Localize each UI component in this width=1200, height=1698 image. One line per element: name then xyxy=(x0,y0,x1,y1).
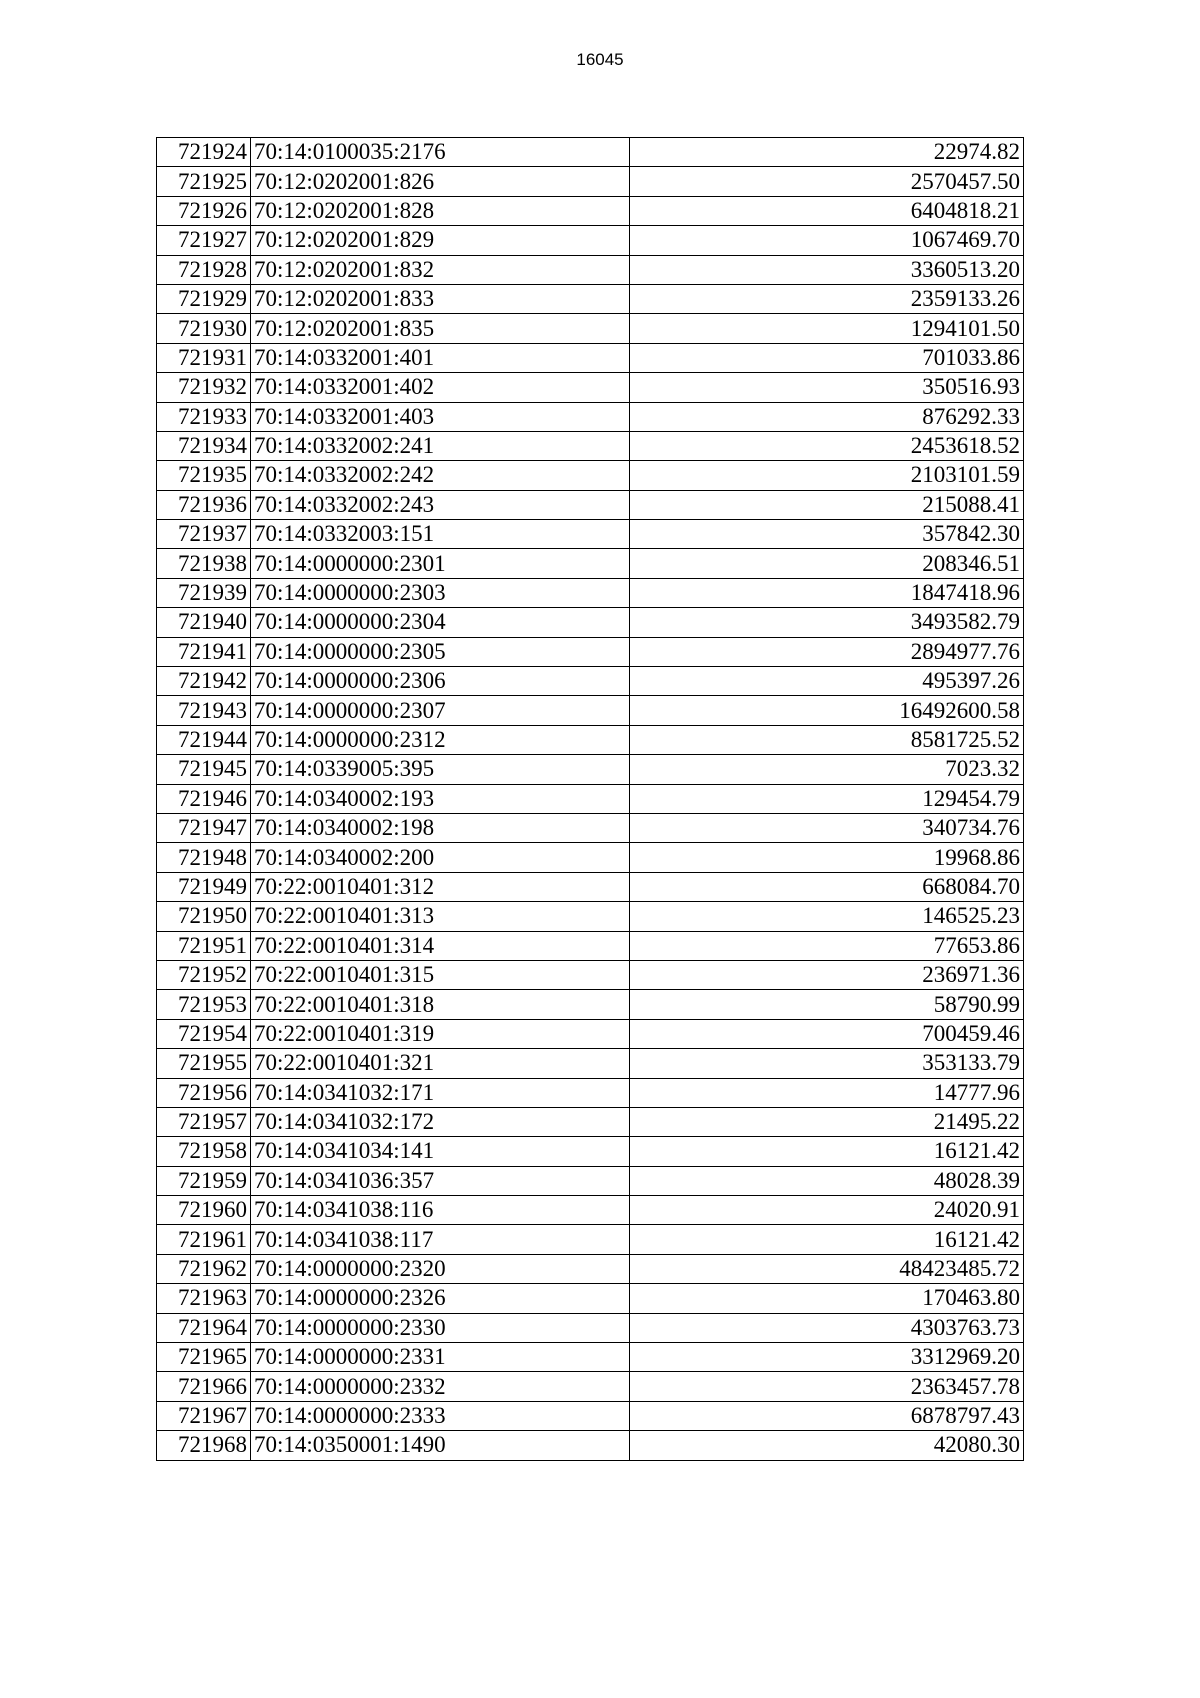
row-number-cell: 721967 xyxy=(157,1401,251,1430)
table-row xyxy=(157,784,1024,813)
table-row xyxy=(157,813,1024,842)
cadastral-value-cell: 2453618.52 xyxy=(630,431,1024,460)
cadastral-number-cell: 70:22:0010401:314 xyxy=(251,931,630,960)
table-row xyxy=(157,343,1024,372)
row-number-cell: 721945 xyxy=(157,755,251,784)
table-row xyxy=(157,549,1024,578)
cadastral-number-cell: 70:14:0000000:2332 xyxy=(251,1372,630,1401)
table-row xyxy=(157,843,1024,872)
cadastral-value-cell: 8581725.52 xyxy=(630,725,1024,754)
table-row xyxy=(157,520,1024,549)
cadastral-value-cell: 2894977.76 xyxy=(630,637,1024,666)
table-body xyxy=(157,138,1024,1461)
cadastral-value-cell: 350516.93 xyxy=(630,373,1024,402)
row-number-cell: 721937 xyxy=(157,520,251,549)
cadastral-value-cell: 42080.30 xyxy=(630,1431,1024,1460)
table-row xyxy=(157,373,1024,402)
table-row xyxy=(157,314,1024,343)
cadastral-value-cell: 6878797.43 xyxy=(630,1401,1024,1430)
cadastral-value-cell: 16121.42 xyxy=(630,1137,1024,1166)
cadastral-number-cell: 70:14:0000000:2305 xyxy=(251,637,630,666)
cadastral-number-cell: 70:14:0332001:403 xyxy=(251,402,630,431)
cadastral-number-cell: 70:14:0341032:171 xyxy=(251,1078,630,1107)
row-number-cell: 721938 xyxy=(157,549,251,578)
cadastral-value-cell: 668084.70 xyxy=(630,872,1024,901)
row-number-cell: 721932 xyxy=(157,373,251,402)
row-number-cell: 721935 xyxy=(157,461,251,490)
table-row xyxy=(157,1343,1024,1372)
table-row xyxy=(157,1313,1024,1342)
cadastral-number-cell: 70:14:0350001:1490 xyxy=(251,1431,630,1460)
cadastral-number-cell: 70:12:0202001:835 xyxy=(251,314,630,343)
table-row xyxy=(157,1107,1024,1136)
cadastral-number-cell: 70:14:0000000:2320 xyxy=(251,1254,630,1283)
table-row xyxy=(157,1166,1024,1195)
table-row xyxy=(157,1284,1024,1313)
row-number-cell: 721952 xyxy=(157,960,251,989)
row-number-cell: 721929 xyxy=(157,284,251,313)
row-number-cell: 721958 xyxy=(157,1137,251,1166)
table-row xyxy=(157,490,1024,519)
cadastral-number-cell: 70:12:0202001:826 xyxy=(251,167,630,196)
table-row xyxy=(157,461,1024,490)
row-number-cell: 721930 xyxy=(157,314,251,343)
cadastral-number-cell: 70:22:0010401:313 xyxy=(251,902,630,931)
cadastral-value-cell: 2359133.26 xyxy=(630,284,1024,313)
cadastral-number-cell: 70:22:0010401:318 xyxy=(251,990,630,1019)
cadastral-value-cell: 2570457.50 xyxy=(630,167,1024,196)
cadastral-value-cell: 3360513.20 xyxy=(630,255,1024,284)
cadastral-number-cell: 70:14:0340002:198 xyxy=(251,813,630,842)
row-number-cell: 721953 xyxy=(157,990,251,1019)
cadastral-number-cell: 70:14:0000000:2304 xyxy=(251,608,630,637)
table-row xyxy=(157,931,1024,960)
cadastral-value-cell: 170463.80 xyxy=(630,1284,1024,1313)
cadastral-value-cell: 4303763.73 xyxy=(630,1313,1024,1342)
cadastral-value-cell: 700459.46 xyxy=(630,1019,1024,1048)
table-row xyxy=(157,667,1024,696)
cadastral-number-cell: 70:14:0000000:2303 xyxy=(251,578,630,607)
cadastral-number-cell: 70:22:0010401:321 xyxy=(251,1049,630,1078)
row-number-cell: 721957 xyxy=(157,1107,251,1136)
table-row xyxy=(157,578,1024,607)
row-number-cell: 721956 xyxy=(157,1078,251,1107)
row-number-cell: 721946 xyxy=(157,784,251,813)
table-row xyxy=(157,1372,1024,1401)
cadastral-value-cell: 215088.41 xyxy=(630,490,1024,519)
cadastral-number-cell: 70:14:0341038:116 xyxy=(251,1196,630,1225)
cadastral-number-cell: 70:14:0000000:2306 xyxy=(251,667,630,696)
cadastral-number-cell: 70:14:0332002:242 xyxy=(251,461,630,490)
cadastral-number-cell: 70:14:0332003:151 xyxy=(251,520,630,549)
table-row xyxy=(157,1078,1024,1107)
cadastral-value-cell: 2363457.78 xyxy=(630,1372,1024,1401)
cadastral-value-cell: 1294101.50 xyxy=(630,314,1024,343)
cadastral-value-cell: 495397.26 xyxy=(630,667,1024,696)
cadastral-value-cell: 77653.86 xyxy=(630,931,1024,960)
row-number-cell: 721964 xyxy=(157,1313,251,1342)
row-number-cell: 721940 xyxy=(157,608,251,637)
row-number-cell: 721950 xyxy=(157,902,251,931)
cadastral-value-cell: 7023.32 xyxy=(630,755,1024,784)
cadastral-value-cell: 1847418.96 xyxy=(630,578,1024,607)
row-number-cell: 721954 xyxy=(157,1019,251,1048)
cadastral-number-cell: 70:14:0000000:2312 xyxy=(251,725,630,754)
cadastral-number-cell: 70:14:0000000:2307 xyxy=(251,696,630,725)
row-number-cell: 721955 xyxy=(157,1049,251,1078)
cadastral-number-cell: 70:14:0341034:141 xyxy=(251,1137,630,1166)
cadastral-number-cell: 70:12:0202001:829 xyxy=(251,226,630,255)
cadastral-number-cell: 70:14:0332002:241 xyxy=(251,431,630,460)
cadastral-value-cell: 48423485.72 xyxy=(630,1254,1024,1283)
row-number-cell: 721926 xyxy=(157,196,251,225)
cadastral-value-cell: 48028.39 xyxy=(630,1166,1024,1195)
row-number-cell: 721939 xyxy=(157,578,251,607)
row-number-cell: 721931 xyxy=(157,343,251,372)
cadastral-value-cell: 58790.99 xyxy=(630,990,1024,1019)
table-row xyxy=(157,696,1024,725)
cadastral-number-cell: 70:14:0341036:357 xyxy=(251,1166,630,1195)
cadastral-value-cell: 129454.79 xyxy=(630,784,1024,813)
cadastral-number-cell: 70:22:0010401:319 xyxy=(251,1019,630,1048)
cadastral-number-cell: 70:14:0000000:2301 xyxy=(251,549,630,578)
table-row xyxy=(157,990,1024,1019)
table-row xyxy=(157,138,1024,167)
table-row xyxy=(157,608,1024,637)
table-row xyxy=(157,637,1024,666)
cadastral-number-cell: 70:14:0000000:2330 xyxy=(251,1313,630,1342)
cadastral-value-table xyxy=(156,137,1024,1461)
cadastral-value-cell: 3312969.20 xyxy=(630,1343,1024,1372)
row-number-cell: 721959 xyxy=(157,1166,251,1195)
cadastral-number-cell: 70:12:0202001:828 xyxy=(251,196,630,225)
table-row xyxy=(157,755,1024,784)
row-number-cell: 721951 xyxy=(157,931,251,960)
page-number: 16045 xyxy=(576,50,624,69)
cadastral-value-cell: 21495.22 xyxy=(630,1107,1024,1136)
table-row xyxy=(157,1019,1024,1048)
cadastral-value-cell: 22974.82 xyxy=(630,138,1024,167)
cadastral-value-cell: 701033.86 xyxy=(630,343,1024,372)
table-row xyxy=(157,402,1024,431)
table-row xyxy=(157,1401,1024,1430)
cadastral-number-cell: 70:14:0000000:2331 xyxy=(251,1343,630,1372)
row-number-cell: 721934 xyxy=(157,431,251,460)
cadastral-number-cell: 70:22:0010401:315 xyxy=(251,960,630,989)
cadastral-value-cell: 146525.23 xyxy=(630,902,1024,931)
table-row xyxy=(157,1254,1024,1283)
row-number-cell: 721968 xyxy=(157,1431,251,1460)
row-number-cell: 721965 xyxy=(157,1343,251,1372)
cadastral-number-cell: 70:12:0202001:833 xyxy=(251,284,630,313)
row-number-cell: 721963 xyxy=(157,1284,251,1313)
cadastral-number-cell: 70:14:0332001:402 xyxy=(251,373,630,402)
row-number-cell: 721928 xyxy=(157,255,251,284)
cadastral-value-cell: 876292.33 xyxy=(630,402,1024,431)
cadastral-number-cell: 70:14:0332002:243 xyxy=(251,490,630,519)
row-number-cell: 721966 xyxy=(157,1372,251,1401)
cadastral-value-cell: 236971.36 xyxy=(630,960,1024,989)
cadastral-number-cell: 70:14:0332001:401 xyxy=(251,343,630,372)
table-row xyxy=(157,226,1024,255)
table-row xyxy=(157,960,1024,989)
table-row xyxy=(157,1049,1024,1078)
cadastral-number-cell: 70:14:0340002:193 xyxy=(251,784,630,813)
table-row xyxy=(157,284,1024,313)
row-number-cell: 721960 xyxy=(157,1196,251,1225)
cadastral-value-cell: 16121.42 xyxy=(630,1225,1024,1254)
cadastral-value-cell: 19968.86 xyxy=(630,843,1024,872)
table-row xyxy=(157,255,1024,284)
table-row xyxy=(157,725,1024,754)
table-row xyxy=(157,1225,1024,1254)
cadastral-value-cell: 2103101.59 xyxy=(630,461,1024,490)
row-number-cell: 721924 xyxy=(157,138,251,167)
cadastral-value-cell: 208346.51 xyxy=(630,549,1024,578)
cadastral-value-cell: 340734.76 xyxy=(630,813,1024,842)
cadastral-number-cell: 70:12:0202001:832 xyxy=(251,255,630,284)
cadastral-value-cell: 3493582.79 xyxy=(630,608,1024,637)
row-number-cell: 721949 xyxy=(157,872,251,901)
table-row xyxy=(157,196,1024,225)
row-number-cell: 721944 xyxy=(157,725,251,754)
table-row xyxy=(157,167,1024,196)
cadastral-value-cell: 14777.96 xyxy=(630,1078,1024,1107)
cadastral-value-cell: 1067469.70 xyxy=(630,226,1024,255)
cadastral-value-cell: 6404818.21 xyxy=(630,196,1024,225)
row-number-cell: 721933 xyxy=(157,402,251,431)
table-row xyxy=(157,1196,1024,1225)
row-number-cell: 721927 xyxy=(157,226,251,255)
row-number-cell: 721941 xyxy=(157,637,251,666)
row-number-cell: 721936 xyxy=(157,490,251,519)
table-row xyxy=(157,1431,1024,1460)
cadastral-number-cell: 70:14:0341032:172 xyxy=(251,1107,630,1136)
cadastral-number-cell: 70:14:0000000:2333 xyxy=(251,1401,630,1430)
cadastral-value-cell: 353133.79 xyxy=(630,1049,1024,1078)
row-number-cell: 721925 xyxy=(157,167,251,196)
row-number-cell: 721948 xyxy=(157,843,251,872)
cadastral-number-cell: 70:14:0341038:117 xyxy=(251,1225,630,1254)
cadastral-number-cell: 70:22:0010401:312 xyxy=(251,872,630,901)
table-row xyxy=(157,902,1024,931)
cadastral-number-cell: 70:14:0100035:2176 xyxy=(251,138,630,167)
cadastral-number-cell: 70:14:0339005:395 xyxy=(251,755,630,784)
cadastral-number-cell: 70:14:0340002:200 xyxy=(251,843,630,872)
table-row xyxy=(157,1137,1024,1166)
cadastral-value-cell: 24020.91 xyxy=(630,1196,1024,1225)
cadastral-value-cell: 357842.30 xyxy=(630,520,1024,549)
table-row xyxy=(157,431,1024,460)
row-number-cell: 721961 xyxy=(157,1225,251,1254)
row-number-cell: 721947 xyxy=(157,813,251,842)
cadastral-value-cell: 16492600.58 xyxy=(630,696,1024,725)
cadastral-number-cell: 70:14:0000000:2326 xyxy=(251,1284,630,1313)
row-number-cell: 721962 xyxy=(157,1254,251,1283)
table-row xyxy=(157,872,1024,901)
row-number-cell: 721943 xyxy=(157,696,251,725)
row-number-cell: 721942 xyxy=(157,667,251,696)
